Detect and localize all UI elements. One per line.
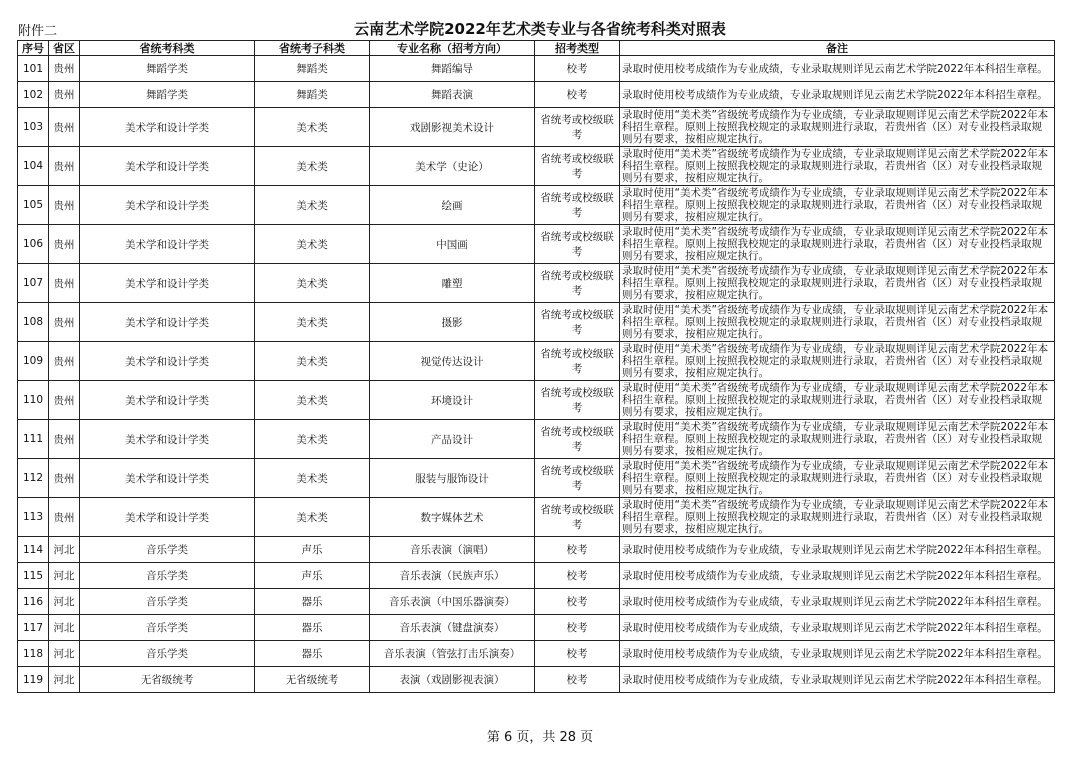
cell-subcategory: 声乐 (255, 563, 370, 589)
cell-major: 雕塑 (370, 264, 535, 303)
cell-subcategory: 舞蹈类 (255, 56, 370, 82)
cell-subcategory: 美术类 (255, 186, 370, 225)
header-note: 备注 (620, 41, 1055, 56)
cell-no: 116 (18, 589, 49, 615)
table-row (18, 381, 1055, 420)
cell-no: 103 (18, 108, 49, 147)
mapping-table (17, 40, 1055, 693)
cell-note: 录取时使用“美术类”省级统考成绩作为专业成绩，专业录取规则详见云南艺术学院2022年本科招生章程。原则上按照我校规定的录取规则进行录取，若贵州省（区）对专业投档录取规则另有要求，按相应规定执行。 (620, 225, 1055, 264)
cell-major: 音乐表演（民族声乐） (370, 563, 535, 589)
cell-note: 录取时使用“美术类”省级统考成绩作为专业成绩，专业录取规则详见云南艺术学院2022年本科招生章程。原则上按照我校规定的录取规则进行录取，若贵州省（区）对专业投档录取规则另有要求，按相应规定执行。 (620, 147, 1055, 186)
cell-note: 录取时使用校考成绩作为专业成绩，专业录取规则详见云南艺术学院2022年本科招生章程。 (620, 589, 1055, 615)
cell-province: 贵州 (49, 342, 80, 381)
cell-category: 美术学和设计学类 (80, 498, 255, 537)
cell-no: 110 (18, 381, 49, 420)
cell-subcategory: 美术类 (255, 147, 370, 186)
cell-exam-type: 校考 (535, 537, 620, 563)
cell-major: 舞蹈表演 (370, 82, 535, 108)
cell-no: 102 (18, 82, 49, 108)
cell-category: 美术学和设计学类 (80, 381, 255, 420)
cell-category: 无省级统考 (80, 667, 255, 693)
cell-note: 录取时使用校考成绩作为专业成绩，专业录取规则详见云南艺术学院2022年本科招生章程。 (620, 641, 1055, 667)
cell-exam-type: 省统考或校级联考 (535, 108, 620, 147)
cell-note: 录取时使用校考成绩作为专业成绩，专业录取规则详见云南艺术学院2022年本科招生章程。 (620, 537, 1055, 563)
cell-no: 115 (18, 563, 49, 589)
cell-subcategory: 美术类 (255, 459, 370, 498)
cell-subcategory: 器乐 (255, 641, 370, 667)
cell-province: 贵州 (49, 420, 80, 459)
cell-category: 舞蹈学类 (80, 82, 255, 108)
cell-province: 贵州 (49, 82, 80, 108)
cell-exam-type: 省统考或校级联考 (535, 186, 620, 225)
table-row (18, 108, 1055, 147)
cell-major: 舞蹈编导 (370, 56, 535, 82)
cell-no: 106 (18, 225, 49, 264)
cell-category: 舞蹈学类 (80, 56, 255, 82)
table-row (18, 667, 1055, 693)
cell-province: 贵州 (49, 264, 80, 303)
cell-major: 产品设计 (370, 420, 535, 459)
attachment-label: 附件二 (18, 24, 58, 39)
table-row (18, 537, 1055, 563)
table-row (18, 225, 1055, 264)
cell-no: 108 (18, 303, 49, 342)
cell-category: 美术学和设计学类 (80, 225, 255, 264)
cell-province: 贵州 (49, 225, 80, 264)
cell-subcategory: 舞蹈类 (255, 82, 370, 108)
cell-no: 117 (18, 615, 49, 641)
cell-major: 绘画 (370, 186, 535, 225)
cell-subcategory: 美术类 (255, 342, 370, 381)
table-header-row (18, 41, 1055, 56)
cell-note: 录取时使用校考成绩作为专业成绩，专业录取规则详见云南艺术学院2022年本科招生章程。 (620, 82, 1055, 108)
cell-subcategory: 美术类 (255, 225, 370, 264)
cell-exam-type: 省统考或校级联考 (535, 264, 620, 303)
cell-note: 录取时使用“美术类”省级统考成绩作为专业成绩，专业录取规则详见云南艺术学院2022年本科招生章程。原则上按照我校规定的录取规则进行录取，若贵州省（区）对专业投档录取规则另有要求，按相应规定执行。 (620, 498, 1055, 537)
cell-category: 音乐学类 (80, 615, 255, 641)
cell-exam-type: 省统考或校级联考 (535, 342, 620, 381)
table-row (18, 459, 1055, 498)
cell-note: 录取时使用“美术类”省级统考成绩作为专业成绩，专业录取规则详见云南艺术学院2022年本科招生章程。原则上按照我校规定的录取规则进行录取，若贵州省（区）对专业投档录取规则另有要求，按相应规定执行。 (620, 108, 1055, 147)
cell-province: 河北 (49, 615, 80, 641)
cell-no: 118 (18, 641, 49, 667)
cell-subcategory: 美术类 (255, 264, 370, 303)
cell-category: 音乐学类 (80, 589, 255, 615)
cell-province: 贵州 (49, 186, 80, 225)
cell-subcategory: 美术类 (255, 303, 370, 342)
cell-exam-type: 校考 (535, 56, 620, 82)
cell-no: 109 (18, 342, 49, 381)
cell-exam-type: 校考 (535, 641, 620, 667)
table-row (18, 264, 1055, 303)
cell-no: 105 (18, 186, 49, 225)
cell-note: 录取时使用校考成绩作为专业成绩，专业录取规则详见云南艺术学院2022年本科招生章程。 (620, 56, 1055, 82)
cell-note: 录取时使用“美术类”省级统考成绩作为专业成绩，专业录取规则详见云南艺术学院2022年本科招生章程。原则上按照我校规定的录取规则进行录取，若贵州省（区）对专业投档录取规则另有要求，按相应规定执行。 (620, 303, 1055, 342)
cell-category: 美术学和设计学类 (80, 186, 255, 225)
table-row (18, 615, 1055, 641)
cell-exam-type: 省统考或校级联考 (535, 225, 620, 264)
table-row (18, 563, 1055, 589)
cell-province: 贵州 (49, 303, 80, 342)
cell-no: 112 (18, 459, 49, 498)
cell-province: 河北 (49, 641, 80, 667)
cell-province: 河北 (49, 537, 80, 563)
cell-subcategory: 美术类 (255, 381, 370, 420)
cell-exam-type: 校考 (535, 563, 620, 589)
cell-major: 摄影 (370, 303, 535, 342)
cell-note: 录取时使用“美术类”省级统考成绩作为专业成绩，专业录取规则详见云南艺术学院2022年本科招生章程。原则上按照我校规定的录取规则进行录取，若贵州省（区）对专业投档录取规则另有要求，按相应规定执行。 (620, 264, 1055, 303)
cell-province: 贵州 (49, 147, 80, 186)
header-province: 省区 (49, 41, 80, 56)
page-footer: 第 6 页，共 28 页 (486, 730, 594, 745)
cell-exam-type: 校考 (535, 589, 620, 615)
cell-province: 贵州 (49, 459, 80, 498)
table-row (18, 56, 1055, 82)
cell-subcategory: 声乐 (255, 537, 370, 563)
header-exam-type: 招考类型 (535, 41, 620, 56)
cell-major: 音乐表演（管弦打击乐演奏） (370, 641, 535, 667)
cell-note: 录取时使用“美术类”省级统考成绩作为专业成绩，专业录取规则详见云南艺术学院2022年本科招生章程。原则上按照我校规定的录取规则进行录取，若贵州省（区）对专业投档录取规则另有要求，按相应规定执行。 (620, 381, 1055, 420)
cell-no: 104 (18, 147, 49, 186)
cell-subcategory: 器乐 (255, 589, 370, 615)
cell-exam-type: 省统考或校级联考 (535, 381, 620, 420)
cell-province: 河北 (49, 563, 80, 589)
table-row (18, 82, 1055, 108)
cell-province: 河北 (49, 589, 80, 615)
cell-no: 101 (18, 56, 49, 82)
cell-major: 美术学（史论） (370, 147, 535, 186)
cell-major: 视觉传达设计 (370, 342, 535, 381)
cell-exam-type: 省统考或校级联考 (535, 498, 620, 537)
cell-no: 111 (18, 420, 49, 459)
table-row (18, 342, 1055, 381)
cell-no: 113 (18, 498, 49, 537)
header-no: 序号 (18, 41, 49, 56)
cell-major: 服装与服饰设计 (370, 459, 535, 498)
header-category: 省统考科类 (80, 41, 255, 56)
cell-subcategory: 美术类 (255, 420, 370, 459)
cell-category: 美术学和设计学类 (80, 342, 255, 381)
cell-subcategory: 美术类 (255, 498, 370, 537)
table-row (18, 498, 1055, 537)
cell-note: 录取时使用“美术类”省级统考成绩作为专业成绩，专业录取规则详见云南艺术学院2022年本科招生章程。原则上按照我校规定的录取规则进行录取，若贵州省（区）对专业投档录取规则另有要求，按相应规定执行。 (620, 459, 1055, 498)
cell-major: 戏剧影视美术设计 (370, 108, 535, 147)
cell-exam-type: 校考 (535, 82, 620, 108)
cell-exam-type: 省统考或校级联考 (535, 303, 620, 342)
cell-subcategory: 无省级统考 (255, 667, 370, 693)
table-row (18, 641, 1055, 667)
table-row (18, 303, 1055, 342)
cell-exam-type: 校考 (535, 667, 620, 693)
cell-major: 音乐表演（中国乐器演奏） (370, 589, 535, 615)
cell-category: 美术学和设计学类 (80, 264, 255, 303)
cell-category: 美术学和设计学类 (80, 108, 255, 147)
table-row (18, 589, 1055, 615)
cell-category: 音乐学类 (80, 563, 255, 589)
cell-province: 贵州 (49, 108, 80, 147)
cell-exam-type: 省统考或校级联考 (535, 147, 620, 186)
cell-category: 音乐学类 (80, 537, 255, 563)
cell-note: 录取时使用“美术类”省级统考成绩作为专业成绩，专业录取规则详见云南艺术学院2022年本科招生章程。原则上按照我校规定的录取规则进行录取，若贵州省（区）对专业投档录取规则另有要求，按相应规定执行。 (620, 186, 1055, 225)
header-subcategory: 省统考子科类 (255, 41, 370, 56)
table-row (18, 186, 1055, 225)
cell-no: 107 (18, 264, 49, 303)
cell-major: 表演（戏剧影视表演） (370, 667, 535, 693)
cell-category: 美术学和设计学类 (80, 303, 255, 342)
cell-category: 音乐学类 (80, 641, 255, 667)
cell-note: 录取时使用“美术类”省级统考成绩作为专业成绩，专业录取规则详见云南艺术学院2022年本科招生章程。原则上按照我校规定的录取规则进行录取，若贵州省（区）对专业投档录取规则另有要求，按相应规定执行。 (620, 420, 1055, 459)
cell-province: 贵州 (49, 381, 80, 420)
cell-exam-type: 省统考或校级联考 (535, 459, 620, 498)
cell-major: 中国画 (370, 225, 535, 264)
cell-category: 美术学和设计学类 (80, 459, 255, 498)
header-major: 专业名称（招考方向） (370, 41, 535, 56)
cell-note: 录取时使用校考成绩作为专业成绩，专业录取规则详见云南艺术学院2022年本科招生章程。 (620, 615, 1055, 641)
cell-no: 119 (18, 667, 49, 693)
cell-category: 美术学和设计学类 (80, 420, 255, 459)
page-title: 云南艺术学院2022年艺术类专业与各省统考科类对照表 (354, 20, 726, 38)
cell-exam-type: 省统考或校级联考 (535, 420, 620, 459)
cell-province: 贵州 (49, 56, 80, 82)
cell-major: 环境设计 (370, 381, 535, 420)
cell-major: 音乐表演（键盘演奏） (370, 615, 535, 641)
cell-exam-type: 校考 (535, 615, 620, 641)
cell-category: 美术学和设计学类 (80, 147, 255, 186)
cell-province: 贵州 (49, 498, 80, 537)
cell-province: 河北 (49, 667, 80, 693)
cell-subcategory: 美术类 (255, 108, 370, 147)
cell-note: 录取时使用校考成绩作为专业成绩，专业录取规则详见云南艺术学院2022年本科招生章程。 (620, 563, 1055, 589)
cell-note: 录取时使用“美术类”省级统考成绩作为专业成绩，专业录取规则详见云南艺术学院2022年本科招生章程。原则上按照我校规定的录取规则进行录取，若贵州省（区）对专业投档录取规则另有要求，按相应规定执行。 (620, 342, 1055, 381)
cell-major: 音乐表演（演唱） (370, 537, 535, 563)
table-row (18, 420, 1055, 459)
table-row (18, 147, 1055, 186)
cell-major: 数字媒体艺术 (370, 498, 535, 537)
cell-subcategory: 器乐 (255, 615, 370, 641)
cell-no: 114 (18, 537, 49, 563)
cell-note: 录取时使用校考成绩作为专业成绩，专业录取规则详见云南艺术学院2022年本科招生章程。 (620, 667, 1055, 693)
